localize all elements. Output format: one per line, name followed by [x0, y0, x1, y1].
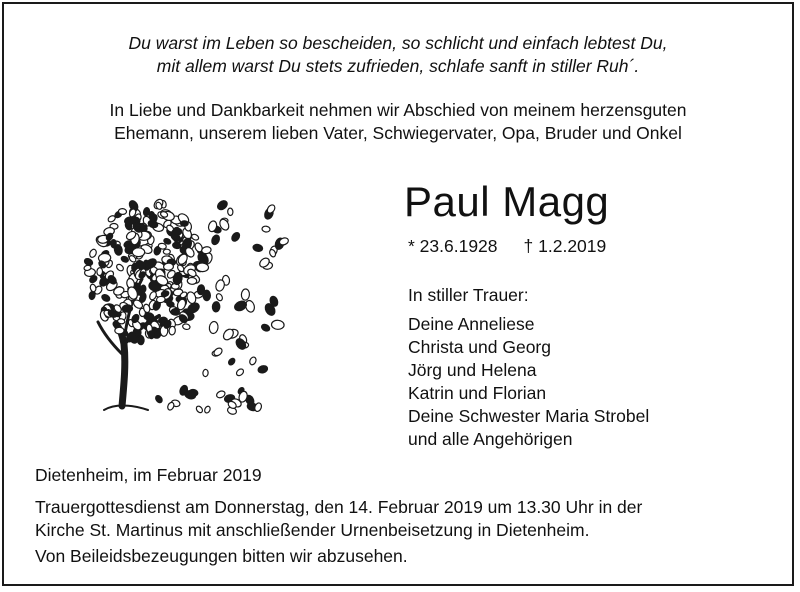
farewell-intro — [4, 99, 792, 145]
deceased-name: Paul Magg — [404, 178, 610, 225]
mourning-label: In stiller Trauer: — [408, 285, 529, 305]
mourner-name: Jörg und Helena — [408, 360, 537, 380]
motto-verse — [4, 32, 792, 78]
mourner-name: Deine Schwester Maria Strobel — [408, 406, 650, 426]
windblown-tree-icon — [64, 184, 294, 424]
motto-line-2: mit allem warst Du stets zufrieden, schlafe sanft in stiller Ruh´. — [156, 56, 640, 76]
service-line-1: Trauergottesdienst am Donnerstag, den 14. Februar 2019 um 13.30 Uhr in der — [35, 497, 643, 517]
place-and-date: Dietenheim, im Februar 2019 — [35, 465, 262, 485]
life-dates — [408, 235, 606, 258]
intro-line-2: Ehemann, unserem lieben Vater, Schwiegervater, Opa, Bruder und Onkel — [114, 123, 682, 143]
service-line-2: Kirche St. Martinus mit anschließender Urnenbeisetzung in Dietenheim. — [35, 520, 590, 540]
mourner-name: Christa und Georg — [408, 337, 551, 357]
condolence-request: Von Beileidsbezeugungen bitten wir abzusehen. — [35, 546, 408, 566]
mourner-name: Katrin und Florian — [408, 383, 547, 403]
mourner-name: und alle Angehörigen — [408, 429, 573, 449]
mourners-list — [408, 313, 649, 451]
mourner-name: Deine Anneliese — [408, 314, 535, 334]
obituary-notice — [2, 2, 794, 586]
death-date: † 1.2.2019 — [523, 236, 607, 256]
motto-line-1: Du warst im Leben so bescheiden, so schlicht und einfach lebtest Du, — [128, 33, 668, 53]
intro-line-1: In Liebe und Dankbarkeit nehmen wir Abschied von meinem herzensguten — [109, 100, 687, 120]
funeral-service-info — [35, 496, 775, 542]
birth-date: * 23.6.1928 — [408, 236, 498, 256]
